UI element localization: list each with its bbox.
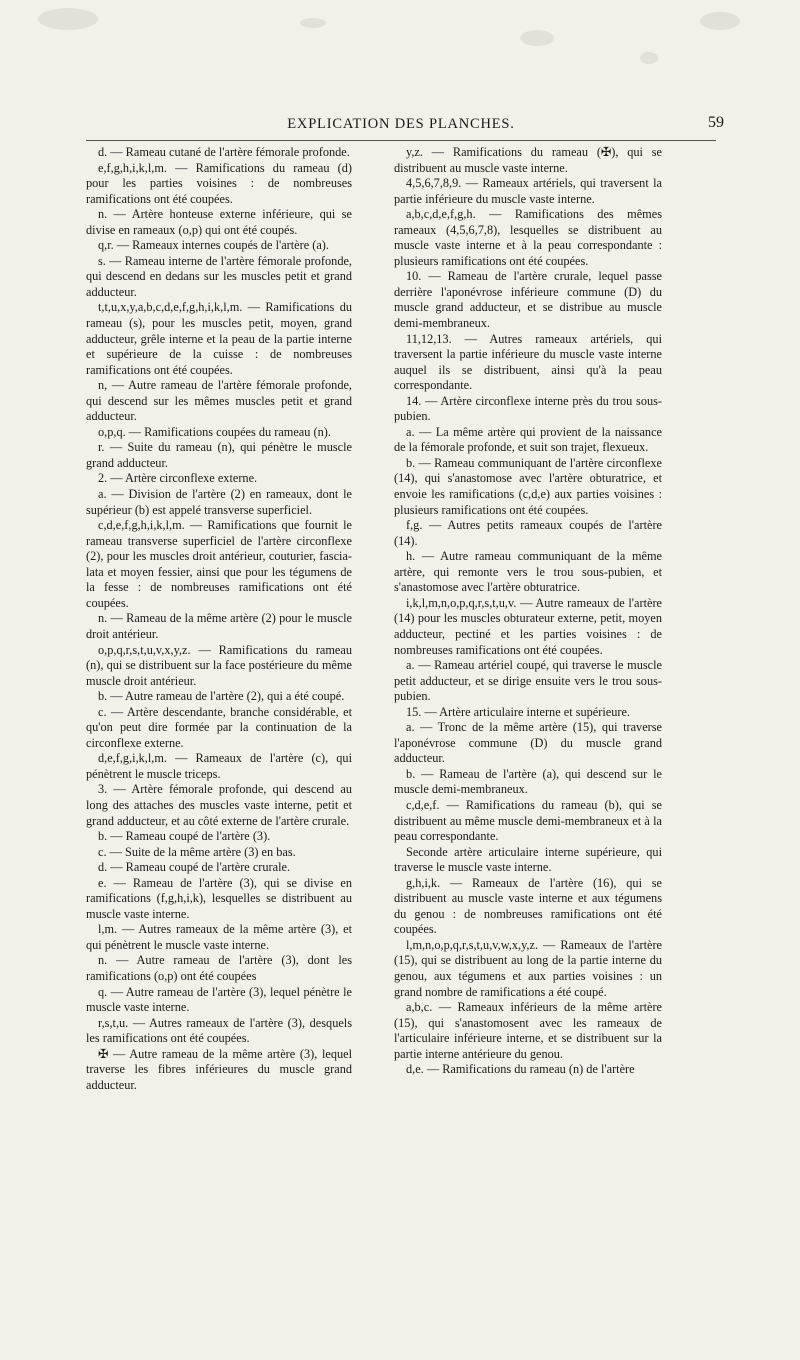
left-column-entry: s. — Rameau interne de l'artère fémorale profonde, qui descend en dedans sur les muscles petit et grand adducteur. (86, 253, 352, 299)
page-number: 59 (708, 114, 724, 131)
left-column-entry: 2. — Artère circonflexe externe. (98, 471, 258, 486)
paper-speck (700, 12, 740, 30)
right-column-entry: a. — La même artère qui provient de la naissance de la fémorale profonde, et suit son trajet, flexueux. (394, 424, 662, 455)
left-column-entry: n. — Rameau de la même artère (2) pour le muscle droit antérieur. (86, 611, 352, 641)
left-column-entry: n. — Artère honteuse externe inférieure, qui se divise en rameaux (o,p) qui ont été coupés. (86, 207, 352, 237)
right-column-entry: b. — Rameau de l'artère (a), qui descend sur le muscle demi-membraneux. (394, 766, 662, 797)
header-rule (86, 140, 716, 141)
right-column-entry: 14. — Artère circonflexe interne près du trou sous-pubien. (394, 393, 662, 424)
left-column-entry: n, — Autre rameau de l'artère fémorale profonde, qui descend sur les mêmes muscles petit et grand adducteur. (86, 378, 352, 424)
left-column-entry: e. — Rameau de l'artère (3), qui se divise en ramifications (f,g,h,i,k), lesquelles se distribuent au muscle vaste interne. (86, 875, 352, 921)
left-column-entry: c,d,e,f,g,h,i,k,l,m. — Ramifications que fournit le rameau transverse superficiel de l'artère circonflexe (2), pour les muscles droit antérieur, couturier, fascia-lata et moyen fessier, ainsi que pour les tégumens de la fesse : de nombreuses ramifications ont été coupées. (86, 518, 352, 610)
right-column-entry: Seconde artère articulaire interne supérieure, qui traverse le muscle vaste interne. (394, 844, 662, 875)
right-column-entry: i,k,l,m,n,o,p,q,r,s,t,u,v. — Autre rameaux de l'artère (14) pour les muscles obturateur externe, petit, moyen adducteur, pectiné et les parties voisines : de nombreuses ramifications ont été coupées. (394, 595, 662, 657)
left-column-entry: q. — Autre rameau de l'artère (3), lequel pénètre le muscle vaste interne. (86, 984, 352, 1015)
right-column-entry: l,m,n,o,p,q,r,s,t,u,v,w,x,y,z. — Rameaux de l'artère (15), qui se distribuent au long de la partie interne du genou, aux tégumens et aux parties voisines : un grand nombre de ramifications a été coupé. (394, 937, 662, 999)
paper-speck (520, 30, 554, 46)
right-column-entry: d,e. — Ramifications du rameau (n) de l'artère (406, 1062, 635, 1077)
right-column-entry: a,b,c. — Rameaux inférieurs de la même artère (15), qui s'anastomosent avec les rameaux de l'articulaire inférieure interne, et se distribuent sur la partie interne antérieure du genou. (394, 1000, 662, 1061)
right-column-entry: a. — Tronc de la même artère (15), qui traverse l'aponévrose commune (D) du muscle grand adducteur. (394, 720, 662, 766)
left-column-entry: c. — Artère descendante, branche considérable, et qu'on peut dire formée par la continuation de la circonflexe externe. (86, 704, 352, 750)
right-column-entry: h. — Autre rameau communiquant de la même artère, qui remonte vers le trou sous-pubien, et s'anastomose avec l'artère obturatrice. (394, 549, 662, 595)
right-column-entry: 11,12,13. — Autres rameaux artériels, qui traversent la partie inférieure du muscle vaste interne auquel ils se distribuent, ainsi qu'à la peau correspondante. (394, 331, 662, 393)
left-column-entry: r,s,t,u. — Autres rameaux de l'artère (3), desquels les ramifications ont été coupées. (86, 1015, 352, 1046)
left-column-entry: c. — Suite de la même artère (3) en bas. (98, 844, 296, 859)
left-column-entry: b. — Autre rameau de l'artère (2), qui a été coupé. (98, 689, 345, 704)
left-column-entry: d. — Rameau cutané de l'artère fémorale profonde. (98, 145, 350, 159)
left-column-entry: o,p,q,r,s,t,u,v,x,y,z. — Ramifications du rameau (n), qui se distribuent sur la face postérieure du même muscle droit antérieur. (86, 642, 352, 688)
right-column-entry: 15. — Artère articulaire interne et supérieure. (406, 704, 630, 719)
left-column-entry: n. — Autre rameau de l'artère (3), dont les ramifications (o,p) ont été coupées (86, 953, 352, 983)
left-column-entry: ✠ — Autre rameau de la même artère (3), lequel traverse les fibres inférieures du muscle grand adducteur. (86, 1046, 352, 1092)
left-column (86, 145, 352, 1093)
paper-speck (38, 8, 98, 30)
left-column-entry: 3. — Artère fémorale profonde, qui descend au long des attaches des muscles vaste interne, petit et grand adducteur, et au côté externe de l'artère crurale. (86, 782, 352, 828)
right-column-entry: a. — Rameau artériel coupé, qui traverse le muscle petit adducteur, et se dirige ensuite vers le trou sous-pubien. (394, 658, 662, 704)
left-column-entry: d,e,f,g,i,k,l,m. — Rameaux de l'artère (c), qui pénètrent le muscle triceps. (86, 751, 352, 781)
right-column-entry: a,b,c,d,e,f,g,h. — Ramifications des mêmes rameaux (4,5,6,7,8), lesquelles se distribuent au muscle vaste interne et à la peau correspondante : plusieurs ramifications ont été coupées. (394, 207, 662, 268)
left-column-entry: q,r. — Rameaux internes coupés de l'artère (a). (98, 238, 329, 253)
right-column-entry: g,h,i,k. — Rameaux de l'artère (16), qui se distribuent au muscle vaste interne et aux tégumens du genou : de nombreuses ramifications ont été coupées. (394, 875, 662, 937)
page-title: EXPLICATION DES PLANCHES. (287, 116, 515, 132)
left-column-entry: e,f,g,h,i,k,l,m. — Ramifications du rameau (d) pour les parties voisines : de nombreuses ramifications ont été coupées. (86, 160, 352, 206)
left-column-entry: o,p,q. — Ramifications coupées du rameau (n). (98, 424, 331, 439)
right-column-entry: f,g. — Autres petits rameaux coupés de l'artère (14). (394, 518, 662, 548)
left-column-entry: r. — Suite du rameau (n), qui pénètre le muscle grand adducteur. (86, 440, 352, 470)
left-column-entry: l,m. — Autres rameaux de la même artère (3), et qui pénètrent le muscle vaste interne. (86, 922, 352, 952)
paper-speck (300, 18, 326, 28)
page-header (86, 114, 724, 138)
right-column-entry: 4,5,6,7,8,9. — Rameaux artériels, qui traversent la partie inférieure du muscle vaste interne. (394, 176, 662, 206)
left-column-entry: d. — Rameau coupé de l'artère crurale. (98, 860, 291, 875)
paper-speck (640, 52, 658, 64)
left-column-entry: a. — Division de l'artère (2) en rameaux, dont le supérieur (b) est appelé transverse superficiel. (86, 487, 352, 517)
left-column-entry: b. — Rameau coupé de l'artère (3). (98, 829, 271, 844)
right-column-entry: c,d,e,f. — Ramifications du rameau (b), qui se distribuent au même muscle demi-membraneux et à la peau correspondante. (394, 797, 662, 844)
right-column-entry: 10. — Rameau de l'artère crurale, lequel passe derrière l'aponévrose inférieure commune (D) du muscle grand adducteur, et se distribue au muscle demi-membraneux. (394, 269, 662, 331)
right-column (394, 145, 662, 1078)
right-column-entry: y,z. — Ramifications du rameau (✠), qui se distribuent au muscle vaste interne. (394, 145, 662, 175)
right-column-entry: b. — Rameau communiquant de l'artère circonflexe (14), qui s'anastomose avec l'artère obturatrice, et envoie les ramifications (c,d,e) aux parties voisines : plusieurs ramifications ont été coupées. (394, 455, 662, 517)
left-column-entry: t,t,u,x,y,a,b,c,d,e,f,g,h,i,k,l,m. — Ramifications du rameau (s), pour les muscles petit, moyen, grand adducteur, grêle interne et la peau de la partie interne et supérieure de la cuisse : de nombreuses ramifications ont été coupées. (86, 300, 352, 377)
